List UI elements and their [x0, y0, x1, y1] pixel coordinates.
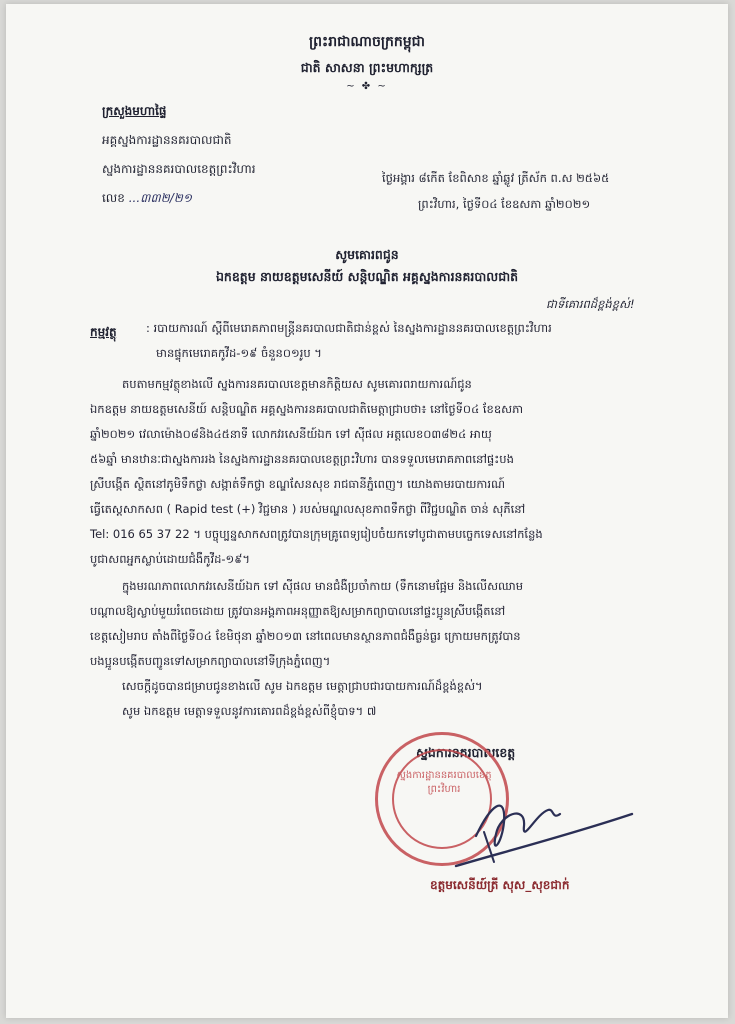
salutation-line: សូមគោរពជូន [335, 247, 399, 262]
recipient-line: ឯកឧត្តម នាយឧត្តមសេនីយ៍ សន្តិបណ្ឌិត អគ្គស្នងការនគរបាលជាតិ [215, 269, 519, 284]
stamp-text: ស្នងការដ្ឋាននគរបាលខេត្តព្រះវិហារ [396, 770, 492, 795]
paragraph-4: សូម ឯកឧត្តម មេត្តាទទួលនូវការគោរពដ៏ខ្ពង់ខ្ពស់ពីខ្ញុំបាទ។ ៧ [122, 704, 377, 718]
motto-ornament: ~ ✤ ~ [346, 81, 388, 92]
paragraph-line: ធ្វើតេស្តសាកសព ( Rapid test (+) វិជ្ជមាន ) របស់មណ្ឌលសុខភាពទឹកថ្លា ពីវិជ្ជបណ្ឌិត ចាន់ សុភីនៅ [90, 502, 526, 516]
subject-label: កម្មវត្ថុ [90, 325, 117, 339]
signatory-title: ស្នងការនគរបាលខេត្ត [416, 745, 516, 760]
handwritten-signature [436, 774, 646, 884]
solar-date: ព្រះវិហារ, ថ្ងៃទី០៤ ខែឧសភា ឆ្នាំ២០២១ [418, 197, 591, 211]
provincial-office-name: ស្នងការដ្ឋាននគរបាលខេត្តព្រះវិហារ [102, 162, 256, 176]
paragraph-line: Tel: 016 65 37 22 ។ បច្ចុប្បន្នសាកសពត្រូវបានក្រុមគ្រូពេទ្យរៀបចំយកទៅបូជាតាមបច្ចេកទេសនៅកន្លែង [90, 527, 543, 541]
paragraph-line: ខេត្តសៀមរាប តាំងពីថ្ងៃទី០៤ ខែមិថុនា ឆ្នាំ២០១៣ នៅពេលមានស្ថានភាពជំងឺធ្ងន់ធ្ងរ ក្រោយមកត្រូវបាន [90, 629, 521, 643]
paragraph-line: ក្នុងមរណភាពលោកវរសេនីយ៍ឯក ទៅ ស៊ីផល មានជំងឺប្រចាំកាយ (ទឹកនោមផ្អែម និងលើសឈាម [122, 579, 524, 593]
reference-number [102, 190, 192, 206]
paragraph-2 [90, 574, 690, 674]
reference-value: ...៣៣២/២១ [128, 191, 192, 205]
ministry-name: ក្រសួងមហាផ្ទៃ [102, 104, 167, 118]
subject-line-2: មានផ្ទុកមេរោគកូវីដ-១៩ ចំនួន០១រូប ។ [156, 346, 322, 360]
commissariat-name: អគ្គស្នងការដ្ឋាននគរបាលជាតិ [102, 133, 232, 147]
document-page [6, 4, 728, 1018]
paragraph-line: បូជាសពអ្នកស្លាប់ដោយជំងឺកូវីដ-១៩។ [90, 552, 250, 566]
paragraph-1 [90, 372, 690, 572]
reference-label: លេខ [102, 191, 125, 205]
paragraph-3: សេចក្តីដូចបានជម្រាបជូនខាងលើ សូម ឯកឧត្តម មេត្តាជ្រាបជារបាយការណ៍ដ៏ខ្ពង់ខ្ពស់។ [122, 679, 483, 693]
paragraph-line: បងប្អូនបង្កើតបញ្ជូនទៅសម្រាកព្យាបាលនៅទីក្រុងភ្នំពេញ។ [90, 654, 331, 668]
paragraph-line: តបតាមកម្មវត្ថុខាងលើ ស្នងការនគរបាលខេត្តមានកិត្តិយស សូមគោរពរាយការណ៍ជូន [122, 377, 472, 391]
respect-line: ជាទីគោរពដ៏ខ្ពង់ខ្ពស់! [546, 297, 635, 311]
subject-line-1: : របាយការណ៍ ស្តីពីមេរោគភាពមន្ត្រីនគរបាលជាតិជាន់ខ្ពស់ នៃស្នងការដ្ឋាននគរបាលខេត្តព្រះវិហារ [146, 321, 552, 335]
paragraph-line: ឯកឧត្តម នាយឧត្តមសេនីយ៍ សន្តិបណ្ឌិត អគ្គស្នងការនគរបាលជាតិមេត្តាជ្រាបថា៖ នៅថ្ងៃទី០៤ ខែឧសភា [90, 402, 524, 416]
paragraph-line: ស្រីបង្កើត ស្ថិតនៅភូមិទឹកថ្លា សង្កាត់ទឹកថ្លា ខណ្ឌសែនសុខ រាជធានីភ្នំពេញ។ យោងតាមរបាយការណ៍ [90, 477, 506, 491]
signatory-name: ឧត្តមសេនីយ៍ត្រី សុស_សុខជាក់ [430, 878, 570, 892]
paragraph-line: ឆ្នាំ២០២១ វេលាម៉ោង០៨និង៤៥នាទី លោកវរសេនីយ៍ឯក ទៅ ស៊ីផល អត្តលេខ០៣៨២៤ អាយុ [90, 427, 492, 441]
paragraph-line: ៥៦ឆ្នាំ មានឋានៈជាស្នងការរង នៃស្នងការដ្ឋាននគរបាលខេត្តព្រះវិហារ បានទទួលមេរោគភាពនៅផ្ទះបង [90, 452, 514, 466]
national-motto: ជាតិ សាសនា ព្រះមហាក្សត្រ [300, 60, 434, 75]
lunar-date: ថ្ងៃអង្គារ ៨កើត ខែពិសាខ ឆ្នាំឆ្លូវ ត្រីស័ក ព.ស ២៥៦៥ [382, 171, 610, 185]
kingdom-title: ព្រះរាជាណាចក្រកម្ពុជា [308, 34, 425, 50]
paragraph-line: បណ្តាលឱ្យស្លាប់មួយរំពេចដោយ ត្រូវបានអង្គភាពអនុញ្ញាតឱ្យសម្រាកព្យាបាលនៅផ្ទះប្អូនស្រីបង្កើតនៅ [90, 604, 506, 618]
